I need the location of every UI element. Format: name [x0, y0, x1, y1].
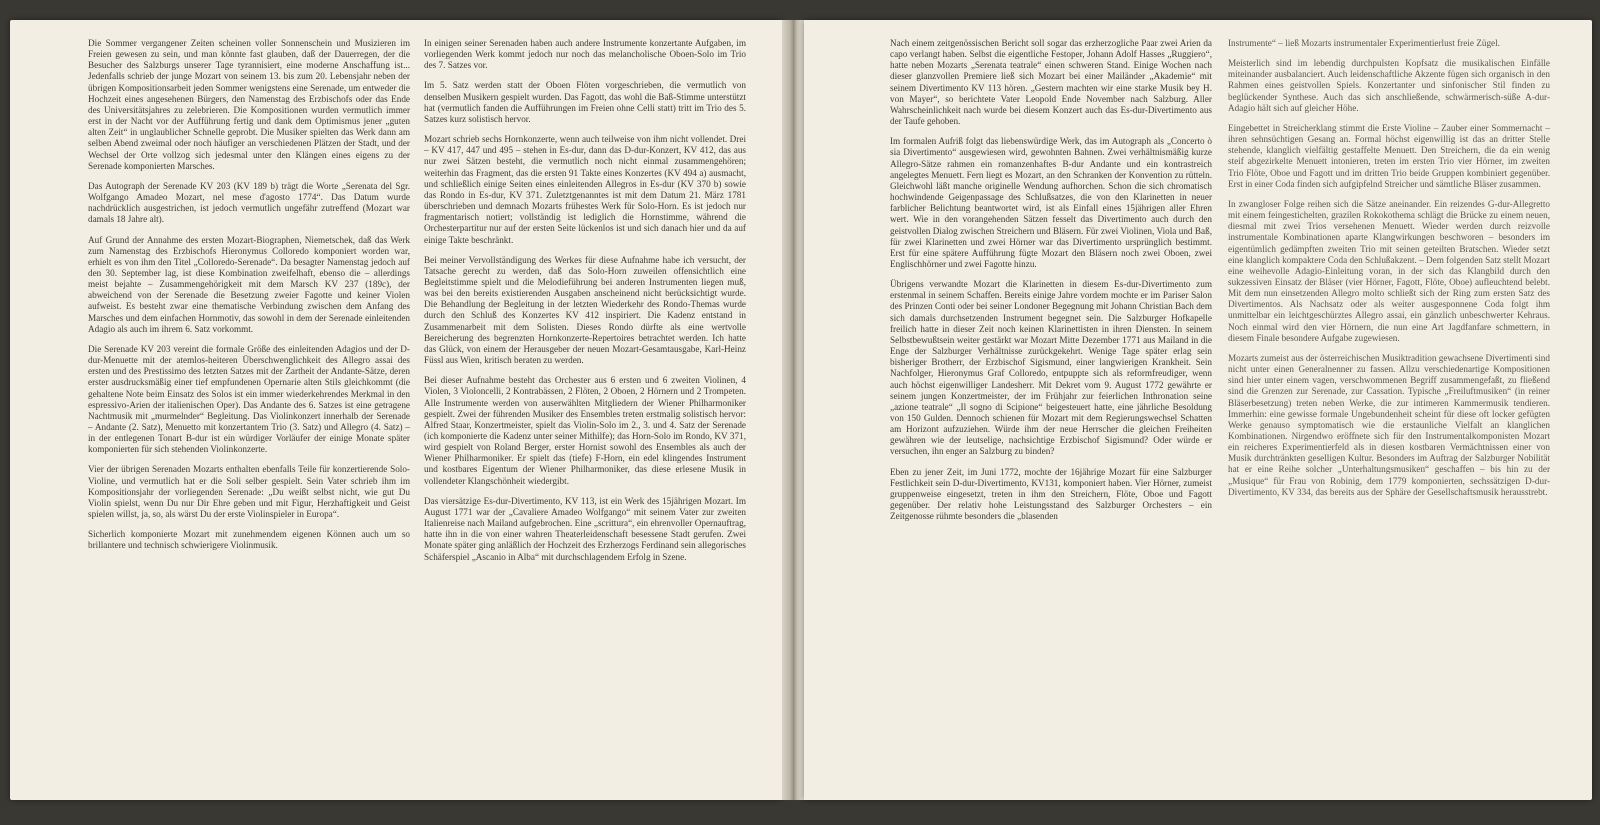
spine-fold-left — [782, 20, 793, 800]
paragraph: Eingebettet in Streicherklang stimmt die Erste Violine – Zauber einer Sommernacht – ihren sehnsüchtigen Gesang an. Formal höchst eigenwillig ist das an dritter Stelle stehende, klanglich vielfältig gestaffelte Menuett. Den Streichern, die da ein wenig steif abgezirkelte Menuett intonieren, treten im ersten Trio vier Hörner, im zweiten Trio Flöte, Oboe und Fagott und im dritten Trio beide Gruppen kombiniert gegenüber. Erst in einer Coda finden sich aufgipfelnd Streicher und sämtliche Bläser zusammen. — [1228, 122, 1550, 189]
paragraph: Bei meiner Vervollständigung des Werkes für diese Aufnahme habe ich versucht, der Tatsache gerecht zu werden, daß das Solo-Horn zuweilen offensichtlich eine Begleitstimme spielt und die Melodieführung bei anderen Instrumenten liegen muß, was bei den bereits existierenden Ausgaben anscheinend nicht berücksichtigt wurde. Die Behandlung der Begleitung in der letzten Wiederkehr des Rondo-Themas wurde durch den Schluß des Konzertes KV 412 inspiriert. Die Kadenz entstand in Zusammenarbeit mit dem Solisten. Dieses Rondo dürfte als eine wertvolle Bereicherung des begrenzten Hornkonzerte-Repertoires betrachtet werden. Ich hatte das Glück, von einem der Herausgeber der neuen Mozart-Gesamtausgabe, Karl-Heinz Füssl aus Wien, kritisch beraten zu werden. — [424, 254, 746, 366]
paragraph: Vier der übrigen Serenaden Mozarts enthalten ebenfalls Teile für konzertierende Solo-Violine, und vermutlich hat er die Soli selber gespielt. Sein Vater schrieb ihm im Kompositionsjahr der vorliegenden Serenade: „Du weißt selbst nicht, wie gut Du Violin spielst, wenn Du nur Dir Ehre geben und mit Figur, Herzhaftigkeit und Geist spielen willst, ja, so, als wärst Du der erste Violinspieler in Europa“. — [88, 464, 410, 520]
spine-fold-right — [793, 20, 804, 800]
paragraph: Das Autograph der Serenade KV 203 (KV 189 b) trägt die Worte „Serenata del Sgr. Wolfgango Amadeo Mozart, nel mese d'agosto 1774“. Das Datum wurde nachdrücklich ausgestrichen, ist jedoch vermutlich ungefähr zutreffend (Mozart war damals 18 Jahre alt). — [88, 180, 410, 225]
right-column-2 — [1228, 38, 1550, 507]
left-column-2 — [424, 38, 746, 572]
paragraph: Nach einem zeitgenössischen Bericht soll sogar das erzherzogliche Paar zwei Arien da capo verlangt haben. Selbst die eigentliche Festoper, Johann Adolf Hasses „Ruggiero“, hatte neben Mozarts „Serenata teatrale“ einen schweren Stand. Einige Wochen nach dieser glanzvollen Premiere ließ sich Mozart bei einer Mailänder „Akademie“ mit seinem Divertimento KV 113 hören. „Gestern machten wir eine starke Musik bey H. von Mayer“, so berichtete Vater Leopold Ende November nach Salzburg. Aller Wahrscheinlichkeit nach wurde bei diesem Konzert auch das Es-dur-Divertimento aus der Taufe gehoben. — [890, 38, 1212, 127]
left-column-1 — [88, 38, 410, 561]
paragraph: Sicherlich komponierte Mozart mit zunehmendem eigenen Können auch um so brillantere und technisch schwierigere Violinmusik. — [88, 529, 410, 551]
right-page — [804, 20, 1592, 800]
paragraph: Das viersätzige Es-dur-Divertimento, KV 113, ist ein Werk des 15jährigen Mozart. Im August 1771 war der „Cavaliere Amadeo Wolfgango“ mit seinem Vater zur zweiten Italienreise nach Mailand aufgebrochen. Eine „scrittura“, ein ehrenvoller Opernauftrag, hatte ihn in die von einer wahren Theaterleidenschaft besessene Stadt gerufen. Zwei Monate später ging anläßlich der Hochzeit des Erzherzogs Ferdinand sein allegorisches Schäferspiel „Ascanio in Alba“ mit durchschlagendem Erfolg in Szene. — [424, 495, 746, 562]
paragraph: Die Sommer vergangener Zeiten scheinen voller Sonnenschein und Musizieren im Freien gewesen zu sein, und man könnte fast glauben, daß der Dauerregen, der die Besucher des Salzburgs unserer Tage tyrannisiert, eine moderne Anschaffung ist... Jedenfalls schrieb der junge Mozart von seinem 13. bis zum 20. Lebensjahr neben der übrigen Kompositionsarbeit jeden Sommer wenigstens eine Serenade, um entweder die Hochzeit eines angesehenen Bürgers, den Namenstag des Erzbischofs oder das Ende des Universitätsjahres zu zelebrieren. Die Kompositionen wurden vermutlich immer erst in der Nacht vor der Aufführung fertig und dank dem Optimismus jener „guten alten Zeit“ in unglaublicher Schnelle geprobt. Die Musiker spielten das Werk dann am selben Abend zweimal oder noch häufiger an verschiedenen Plätzen der Stadt, und der Wechsel der Orte vollzog sich jedesmal unter den Klängen eines eigens zu der Serenade komponierten Marsches. — [88, 38, 410, 171]
paragraph: Im formalen Aufriß folgt das liebenswürdige Werk, das im Autograph als „Concerto ò sia Divertimento“ ausgewiesen wird, gewohnten Bahnen. Zwei verhältnismäßig kurze Allegro-Sätze rahmen ein romanzenhaftes B-dur Andante und ein kontrastreich angelegtes Menuett. Fern liegt es Mozart, an den Schranken der Konvention zu rütteln. Gleichwohl läßt manche originelle Wendung aufhorchen. Schon die sich chromatisch hochwindende Geigenpassage des Schlußsatzes, die von den Klarinetten in neuer farblicher Belichtung beantwortet wird, ist als Einfall eines 15jährigen aller Ehren wert. Wie in den vorangehenden Sätzen fesselt das Divertimento auch durch den geistvollen Dialog zwischen Streichern und Bläsern. Für zwei Violinen, Viola und Baß, für zwei Klarinetten und zwei Hörner war das Divertimento ursprünglich bestimmt. Erst für eine spätere Aufführung fügte Mozart den Bläsern noch zwei Oboen, zwei Englischhörner und zwei Fagotte hinzu. — [890, 136, 1212, 269]
paragraph: Bei dieser Aufnahme besteht das Orchester aus 6 ersten und 6 zweiten Violinen, 4 Violen, 3 Violoncelli, 2 Kontrabässen, 2 Flöten, 2 Oboen, 2 Hörnern und 2 Trompeten. Alle Instrumente werden von auserwählten Mitgliedern der Wiener Philharmoniker gespielt. Zwei der führenden Musiker des Ensembles treten erstmalig solistisch hervor: Alfred Staar, Konzertmeister, spielt das Violin-Solo im 2., 3. und 4. Satz der Serenade (ich komponierte die Kadenz unter seiner Mithilfe); das Horn-Solo im Rondo, KV 371, wird gespielt von Roland Berger, erster Hornist sowohl des Ensembles als auch der Wiener Philharmoniker. Er spielt das (tiefe) F-Horn, ein edel klingendes Instrument und kostbares Eigentum der Wiener Philharmoniker, das diese erlesene Musik in vollendeter Klangschönheit wiedergibt. — [424, 375, 746, 486]
right-column-1 — [890, 38, 1212, 531]
paragraph: Die Serenade KV 203 vereint die formale Größe des einleitenden Adagios und der D-dur-Menuette mit der atemlos-heiteren Überschwenglichkeit des Allegro assai des ersten und des Prestissimo des letzten Satzes mit der Zartheit der Andante-Sätze, deren erster ausdrucksmäßig einer tief empfundenen Opernarie alten Stils gleichkommt (die gehaltene Note beim Einsatz des Solos ist ein immer wiederkehrendes Merkmal in den espressivo-Arien der italienischen Oper). Das Andante des 6. Satzes ist eine getragene Nachtmusik mit „murmelnder“ Begleitung. Das Violinkonzert innerhalb der Serenade – Andante (2. Satz), Menuetto mit konzertantem Trio (3. Satz) und Allegro (4. Satz) – in der entlegenen Tonart B-dur ist ein würdiger Vorläufer der einige Monate später komponierten für sich stehenden Violinkonzerte. — [88, 343, 410, 455]
paragraph: In einigen seiner Serenaden haben auch andere Instrumente konzertante Aufgaben, im vorliegenden Werk kommt jedoch nur noch das melancholische Oboen-Solo im Trio des 7. Satzes vor. — [424, 38, 746, 71]
paragraph: Im 5. Satz werden statt der Oboen Flöten vorgeschrieben, die vermutlich von denselben Musikern gespielt wurden. Das Fagott, das wohl die Baß-Stimme unterstützt hat (vermutlich fanden die Aufführungen im Freien ohne Celli statt) tritt im Trio des 5. Satzes kurz solistisch hervor. — [424, 80, 746, 124]
paragraph: Übrigens verwandte Mozart die Klarinetten in diesem Es-dur-Divertimento zum erstenmal in seinem Schaffen. Bereits einige Jahre vordem mochte er im Pariser Salon des Prinzen Conti oder bei seiner Londoner Begegnung mit Johann Christian Bach dem sich damals durchsetzenden Instrument begegnet sein. Die Salzburger Hofkapelle freilich hatte in dieser Zeit noch keinen Klarinettisten in ihren Diensten. In seinem Selbstbewußtsein weiter gestärkt war Mozart Mitte Dezember 1771 aus Mailand in die Enge der Salzburger Verhältnisse zurückgekehrt. Wenige Tage später erlag sein bisheriger Brotherr, der Erzbischof Sigismund, einer langwierigen Krankheit. Sein Nachfolger, Hieronymus Graf Colloredo, entpuppte sich als reformfreudiger, wenn auch höchst eigenwilliger Landesherr. Mit Dekret vom 9. August 1772 gewährte er seinem jungen Konzertmeister, der im Frühjahr zur feierlichen Inthronation seine „azione teatrale“ „Il sogno di Scipione“ beigesteuert hatte, eine jährliche Besoldung von 150 Gulden. Dennoch schienen für Mozart mit dem Regierungswechsel Schatten am Horizont aufzuziehen. Würde ihm der neue Herrscher die gleichen Freiheiten gewähren wie der leutselige, nachsichtige Erzbischof Sigismund? Oder würde er versuchen, ihn enger an Salzburg zu binden? — [890, 279, 1213, 457]
paragraph: Mozarts zumeist aus der österreichischen Musiktradition gewachsene Divertimenti sind nicht unter einen Generalnenner zu fassen. Allzu verschiedenartige Kompositionen sind hier unter einem vagen, verschwommenen Begriff zusammengefaßt, zu fließend sind die Grenzen zur Serenade, zur Cassation. Typische „Freiluftmusiken“ (in reiner Bläserbesetzung) treten neben Werke, die zur intimeren Kammermusik tendieren. Immerhin: eine gewisse formale Ungebundenheit scheint für diese oft locker gefügten Werke genauso symptomatisch wie die erstaunliche Vielfalt an klanglichen Kombinationen. Nirgendwo eröffnete sich für den Instrumentalkomponisten Mozart ein reicheres Experimentierfeld als in diesen kostbaren Vermächtnissen einer von Musik durchtränkten geselligen Kultur. Besonders im Auftrag der Salzburger Nobilität hat er eine Reihe solcher „Unterhaltungsmusiken“ geschaffen – bis hin zu der „Musique“ für Frau von Robinig, dem 1779 komponierten, sechssätzigen D-dur-Divertimento, KV 334, das bereits aus der Sphäre der Gesellschaftsmusik herausstrebt. — [1228, 352, 1550, 497]
paragraph: Auf Grund der Annahme des ersten Mozart-Biographen, Niemetschek, daß das Werk zum Namenstag des Erzbischofs Hieronymus Colloredo komponiert worden war, erhielt es von ihm den Titel „Colloredo-Serenade“. Da besagter Namenstag jedoch auf den 30. September lag, ist diese Kombination zweifelhaft, ebenso die – allerdings meist bejahte – Zusammengehörigkeit mit dem Marsch KV 237 (189c), der abweichend von der Serenade die Besetzung zweier Fagotte und keiner Violen aufweist. Es besteht zwar eine thematische Verbindung zwischen dem Anfang des Marsches und dem einfachen Hornmotiv, das sowohl in dem der Serenade einleitenden Adagio als auch im ihrem 6. Satz vorkommt. — [88, 234, 410, 334]
paragraph: Instrumente“ – ließ Mozarts instrumentaler Experimentierlust freie Zügel. — [1228, 38, 1500, 48]
left-page — [10, 20, 782, 800]
paragraph: Meisterlich sind im lebendig durchpulsten Kopfsatz die musikalischen Einfälle miteinander ausbalanciert. Auch leidenschaftliche Akzente fügen sich organisch in den Rahmen eines geistvollen Spiels. Konzertanter und sinfonischer Stil finden zu beglückender Synthese. Auch das sich anschließende, schwärmerisch-süße A-dur-Adagio hält sich auf gleicher Höhe. — [1228, 58, 1550, 113]
paragraph: In zwangloser Folge reihen sich die Sätze aneinander. Ein reizendes G-dur-Allegretto mit einem feingestichelten, grazilen Rokokothema schlägt die Brücke zu einem neuen, diesmal mit zwei Trios versehenen Menuett. Wieder werden durch reizvolle instrumentale Kombinationen aparte Klangwirkungen beschworen – besonders im eigentümlich gedämpften zweiten Trio mit seinen geteilten Bratschen. Wieder setzt eine klanglich kompaktere Coda den Schlußakzent. – Dem folgenden Satz stellt Mozart eine weihevolle Adagio-Einleitung voran, in der sich das Klangbild durch den sukzessiven Einsatz der Bläser (vier Hörner, Fagott, Flöte, Oboe) aufleuchtend belebt. Mit dem nun einsetzenden Allegro molto schließt sich der Ring zum ersten Satz des Divertimentos. Als Nachsatz oder als weiter ausgesponnene Coda folgt ihm unmittelbar ein leichtgeschürztes Allegro assai, ein gänzlich unbeschwerter Kehraus. Noch einmal wird den vier Hörnern, die nun eine Art Jagdfanfare schmettern, in diesem Finale besondere Aufgabe zugewiesen. — [1228, 198, 1550, 343]
paragraph: Mozart schrieb sechs Hornkonzerte, wenn auch teilweise von ihm nicht vollendet. Drei – KV 417, 447 und 495 – stehen in Es-dur, dann das D-dur-Konzert, KV 412, das aus nur zwei Sätzen besteht, die vermutlich noch nicht einmal zusammengehören; weiterhin das Fragment, das die ersten 91 Takte eines Konzertes (KV 494 a) ausmacht, und schließlich einige Seiten eines einleitenden Allegros in Es-dur (KV 370 b) sowie das Rondo in Es-dur, KV 371. Zuletztgenanntes ist mit dem Datum 21. März 1781 überschrieben und demnach Mozarts frühestes Werk für Solo-Horn. Es ist jedoch nur fragmentarisch notiert; vollständig ist lediglich die Hornstimme, während die Orchesterpartitur nur auf der ersten Seite lückenlos ist und sich danach hier und da auf einige Takte beschränkt. — [424, 134, 746, 245]
paragraph: Eben zu jener Zeit, im Juni 1772, mochte der 16jährige Mozart für eine Salzburger Festlichkeit sein D-dur-Divertimento, KV131, komponiert haben. Vier Hörner, zumeist gruppenweise eingesetzt, treten in ihm den Streichern, Flöte, Oboe und Fagott gegenüber. Der relativ hohe Leistungsstand des Salzburger Orchesters – ein Zeitgenosse rühmte besonders die „blasenden — [890, 466, 1212, 522]
